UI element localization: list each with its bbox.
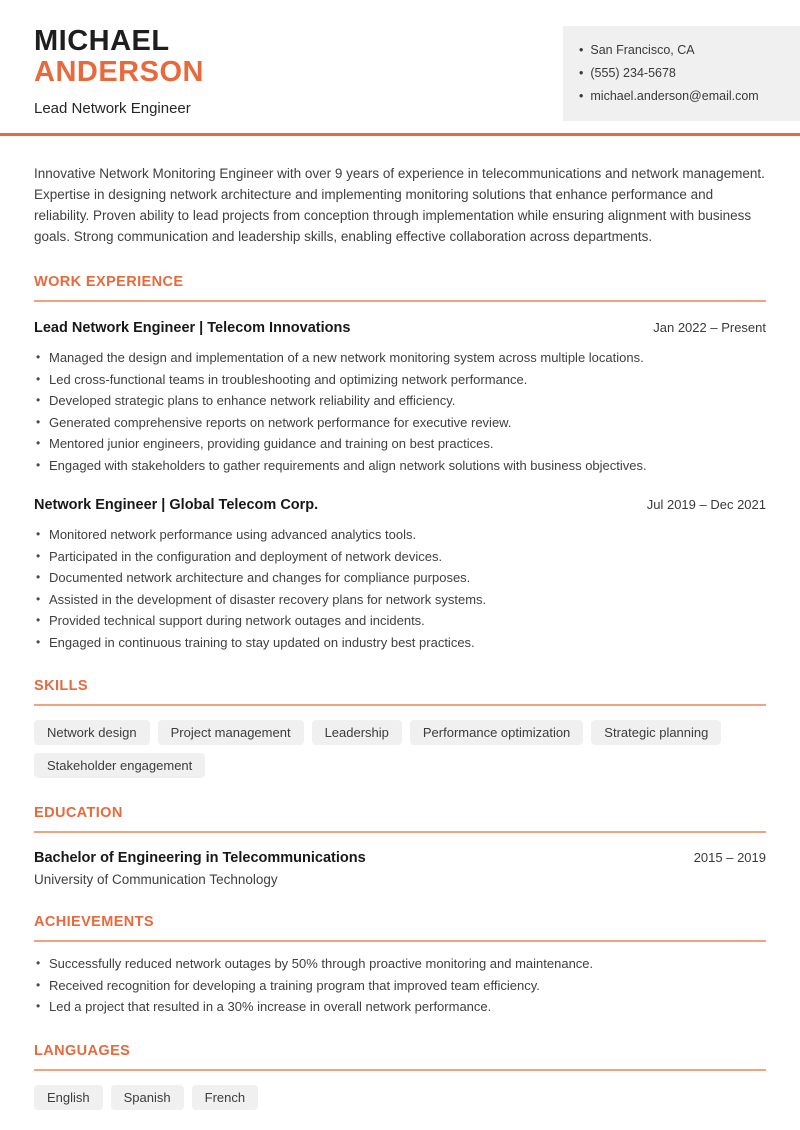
section-rule xyxy=(34,940,766,942)
section-rule xyxy=(34,300,766,302)
education-dates: 2015 – 2019 xyxy=(693,850,766,865)
section-work-experience xyxy=(34,274,766,651)
section-title: ACHIEVEMENTS xyxy=(34,914,155,930)
name-block xyxy=(34,26,204,117)
bullet-item: • Provided technical support during network outages and incidents. xyxy=(34,612,766,630)
contact-item xyxy=(579,62,784,85)
school-name: University of Communication Technology xyxy=(34,872,278,887)
skill-chip: Stakeholder engagement xyxy=(34,753,205,778)
languages-chip-list xyxy=(34,1085,766,1110)
summary-text: Innovative Network Monitoring Engineer with over 9 years of experience in telecommunications and network management. Expertise in designing network architecture and implementing monitoring solutions that enhance performance and reliability. Proven ability to lead projects from conception through implementation while ensuring alignment with business goals. Strong communication and leadership skills, enabling effective collaboration across departments. xyxy=(34,166,765,244)
section-title: LANGUAGES xyxy=(34,1042,131,1059)
bullet-icon: • xyxy=(579,89,584,103)
bullet-item: • Led cross-functional teams in troubleshooting and optimizing network performance. xyxy=(34,371,766,389)
bullet-item: • Engaged with stakeholders to gather requirements and align network solutions with business objectives. xyxy=(34,457,766,475)
contact-item-text: (555) 234-5678 xyxy=(590,66,676,80)
section-rule xyxy=(34,1069,766,1071)
bullet-item: • Participated in the configuration and deployment of network devices. xyxy=(34,548,766,566)
bullet-item: • Engaged in continuous training to stay updated on industry best practices. xyxy=(34,634,766,652)
job-title: Network Engineer | Global Telecom Corp. xyxy=(34,497,319,513)
job-dates: Jan 2022 – Present xyxy=(653,320,766,335)
bullet-item: • Monitored network performance using advanced analytics tools. xyxy=(34,526,766,544)
skill-chip: Strategic planning xyxy=(591,720,721,745)
section-title: WORK EXPERIENCE xyxy=(34,274,184,290)
bullet-item: • Led a project that resulted in a 30% increase in overall network performance. xyxy=(34,998,766,1016)
bullet-item: • Mentored junior engineers, providing guidance and training on best practices. xyxy=(34,435,766,453)
contact-item-text: michael.anderson@email.com xyxy=(590,89,759,103)
header-divider xyxy=(0,133,800,136)
job-bullet-list xyxy=(34,349,766,474)
achievement-bullet-list xyxy=(34,955,766,1016)
language-chip: English xyxy=(34,1085,103,1110)
job-header xyxy=(34,497,766,513)
section-title: EDUCATION xyxy=(34,805,123,821)
job-header xyxy=(34,320,766,336)
contact-item xyxy=(579,39,784,62)
job-entry xyxy=(34,320,766,474)
resume-header xyxy=(0,0,800,136)
header-job-title: Lead Network Engineer xyxy=(34,100,191,117)
bullet-icon: • xyxy=(579,66,584,80)
bullet-icon: • xyxy=(579,43,584,57)
degree-title: Bachelor of Engineering in Telecommunications xyxy=(34,850,366,866)
skill-chip: Project management xyxy=(158,720,304,745)
contact-card xyxy=(563,26,800,121)
bullet-item: • Assisted in the development of disaster recovery plans for network systems. xyxy=(34,591,766,609)
bullet-item: • Managed the design and implementation of a new network monitoring system across multiple locations. xyxy=(34,349,766,367)
bullet-item: • Generated comprehensive reports on network performance for executive review. xyxy=(34,414,766,432)
language-chip: Spanish xyxy=(111,1085,184,1110)
job-entry xyxy=(34,497,766,651)
first-name: MICHAEL xyxy=(34,25,170,57)
skill-chip: Network design xyxy=(34,720,150,745)
section-title: SKILLS xyxy=(34,678,88,694)
resume-content xyxy=(0,163,800,1110)
skill-chip: Leadership xyxy=(312,720,402,745)
language-chip: French xyxy=(192,1085,258,1110)
contact-item xyxy=(579,85,784,108)
section-skills xyxy=(34,678,766,778)
skill-chip: Performance optimization xyxy=(410,720,583,745)
job-bullet-list xyxy=(34,526,766,651)
last-name: ANDERSON xyxy=(34,56,204,88)
job-title: Lead Network Engineer | Telecom Innovations xyxy=(34,320,351,336)
bullet-item: • Successfully reduced network outages by 50% through proactive monitoring and maintenance. xyxy=(34,955,766,973)
section-languages xyxy=(34,1043,766,1110)
section-rule xyxy=(34,831,766,833)
section-education xyxy=(34,805,766,887)
section-rule xyxy=(34,704,766,706)
bullet-item: • Received recognition for developing a training program that improved team efficiency. xyxy=(34,977,766,995)
job-dates: Jul 2019 – Dec 2021 xyxy=(646,497,766,512)
education-entry xyxy=(34,850,766,887)
bullet-item: • Developed strategic plans to enhance network reliability and efficiency. xyxy=(34,392,766,410)
section-achievements xyxy=(34,914,766,1016)
education-header xyxy=(34,850,766,866)
bullet-item: • Documented network architecture and changes for compliance purposes. xyxy=(34,569,766,587)
contact-item-text: San Francisco, CA xyxy=(590,43,695,57)
skills-chip-list xyxy=(34,720,766,778)
